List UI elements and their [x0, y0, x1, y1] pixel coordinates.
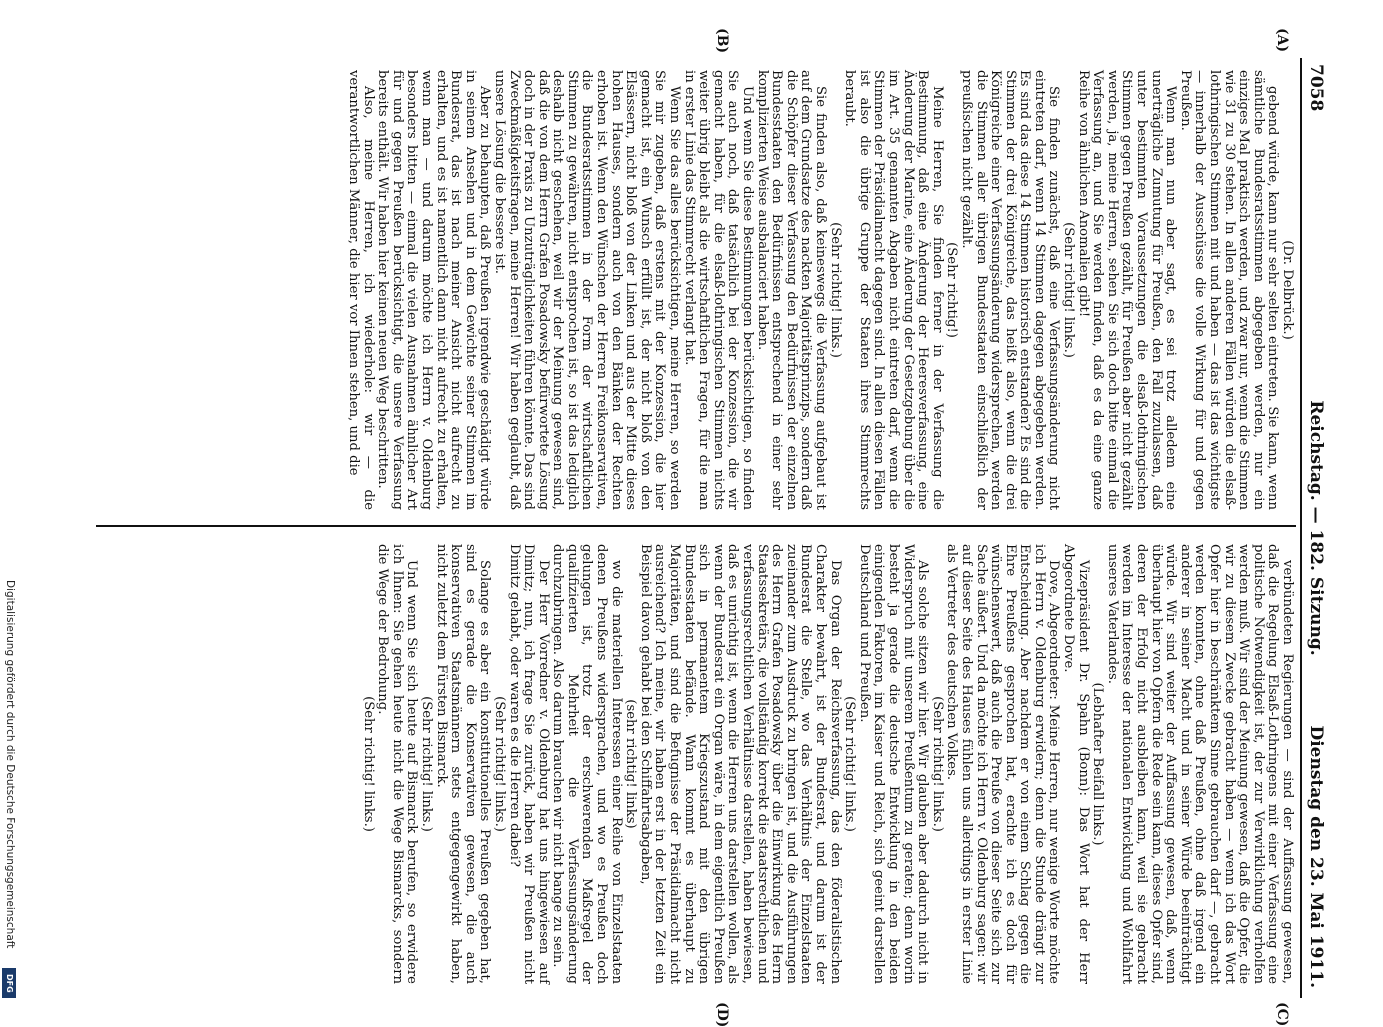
left-col-paragraph: Und wenn Sie diese Bestimmungen berücksichtigen, so finden Sie auch noch, daß tatsächlich bei der Konzession, die wir gemacht haben, für die elsaß-lothringischen Stimmen nichts weiter übrig bleibt als die wirtschaftlichen Fragen, für die man in erster Linie das Stimmrecht verlangt hat.	[681, 70, 756, 510]
speaker-tag: (Dr. Delbrück.)	[1280, 240, 1295, 340]
right-col-paragraph: verbündeten Regierungen — sind der Auffassung gewesen, daß die Regelung Elsaß-Lothringens mit einer Verfassung eine politische Notwendigkeit ist, der zur Verwirklichung verholfen werden muß. Wir sind der Meinung gewesen, daß die Opfer, die wir zu diesem Zwecke gebracht haben — wenn ich das Wort Opfer hier in beschränktem Sinne gebrauchen darf —, gebracht werden konnten, ohne daß Preußen, ohne daß irgend ein anderer in seiner Macht und in seiner Würde beeinträchtigt würde. Wir sind weiter der Auffassung gewesen, daß, wenn überhaupt hier von Opfern die Rede sein kann, dieses Opfer sind, deren der Erfolg nicht ausbleiben kann, weil sie gebracht werden im Interesse der nationalen Entwicklung und Wohlfahrt unseres Vaterlandes.	[1104, 544, 1295, 984]
right-col-paragraph: Das Organ der Reichsverfassung, das den föderalistischen Charakter bewahrt, ist der Bundesrat, und darum ist der Bundesrat die Stelle, wo das Verhältnis der Einzelstaaten zueinander zum Ausdruck zu bringen ist, und die Ausführungen des Herrn Grafen Posadowsky über die Einwirkung des Herrn Staatssekretärs, die vollständig korrekt die staatsrechtlichen und verfassungsrechtlichen Verhältnisse darstellen, haben bewiesen, daß es unrichtig ist, wenn die Herren uns darstellen wollen, als wenn der Bundesrat ein Organ wäre, in dem eigentlich Preußen sich in permanentem Kriegszustand mit den übrigen Bundesstaaten befände. Wann kommt es überhaupt zu Majoritäten, und sind die Befugnisse der Präsidialmacht nicht ausreichend? Ich meine, wir haben erst in der letzten Zeit ein Beispiel davon gehabt bei den Schiffahrtsabgaben,	[637, 544, 843, 984]
right-col-paragraph: Als solche sitzen wir hier. Wir glauben aber dadurch nicht in Widerspruch mit unserem Preußentum zu geraten; denn worin besteht ja gerade die deutsche Entwicklung in den beiden einigenden Faktoren, im Kaiser und Reich, sich geeint darstellen Deutschland und Preußen.	[856, 544, 931, 984]
right-col-paragraph: Solange es aber ein konstitutionelles Preußen gegeben hat, sind es gerade die Konservativen gewesen, die auch konservativen Staatsmännern stets entgegengewirkt haben, nicht zuletzt dem Fürsten Bismarck.	[433, 544, 493, 984]
right-col-paragraph: Und wenn Sie sich heute auf Bismarck berufen, so erwidere ich Ihnen: Sie gehen heute nicht die Wege Bismarcks, sondern die Wege der Bedrohung.	[375, 544, 420, 984]
left-col-paragraph: Wenn man nun aber sagt, es sei trotz alledem eine unerträgliche Zumutung für Preußen, den Fall zuzulassen, daß unter bestimmten Voraussetzungen die elsaß-lothringischen Stimmen gegen Preußen gezählt, für Preußen aber nicht gezählt werden, ja, meine Herren, sehen Sie sich doch bitte einmal die Verfassung an, und Sie werden finden, daß es da eine ganze Reihe von ähnlichen Anomalien gibt!	[1075, 70, 1179, 510]
margin-marker-b: (B)	[714, 28, 730, 54]
column-divider	[96, 525, 1296, 527]
right-col-paragraph: (Lebhafter Beifall links.)	[1090, 682, 1106, 846]
page-number: 7058	[1306, 64, 1326, 112]
right-col-paragraph: (Sehr richtig! links.)	[418, 696, 434, 832]
session-date: Dienstag den 23. Mai 1911.	[1306, 725, 1326, 988]
page-header	[1300, 58, 1330, 998]
right-col-paragraph: (Sehr richtig! links.)	[842, 696, 858, 832]
right-col-paragraph: Vizepräsident Dr. Spahn (Bonn): Das Wort hat der Herr Abgeordnete Dove.	[1061, 544, 1091, 984]
footer-text: Digitalisierung gefördert durch die Deutsche Forschungsgemeinschaft	[4, 580, 16, 949]
left-col-paragraph: Sie finden zunächst, daß eine Verfassungsänderung nicht eintreten darf, wenn 14 Stimmen dagegen abgegeben werden. Es sind das diese 14 Stimmen historisch entstanden? Es sind die Stimmen der drei Königreiche, das heißt also, wenn die drei Königreiche einer Verfassungsänderung widersprechen, werden die Stimmen aller übrigen Bundesstaaten einschließlich der preußischen nicht gezählt.	[958, 70, 1062, 510]
digitization-footer	[2, 580, 18, 1000]
rotated-newspaper-page	[70, 28, 1330, 1027]
left-col-paragraph: (Sehr richtig!)	[944, 242, 960, 338]
left-col-paragraph: (Sehr richtig! links.)	[1061, 222, 1077, 358]
right-col-paragraph: (Sehr richtig! links.)	[360, 696, 376, 832]
right-col-paragraph: (Sehr richtig! links.)	[929, 696, 945, 832]
right-col-paragraph: (Sehr richtig! links.)	[491, 696, 507, 832]
right-col-paragraph: (sehr richtig! links)	[623, 699, 639, 829]
left-col-paragraph: (Sehr richtig! links.)	[827, 222, 843, 358]
dfg-logo: DFG	[2, 968, 16, 998]
left-col-paragraph: Also, meine Herren, ich wiederhole: wir — die verantwortlichen Männer, die hier vor Ihnen stehen, und die	[346, 70, 376, 510]
right-col-paragraph: Der Herr Vorredner v. Oldenburg hat uns hingewiesen auf Dimitz; nun, ich frage Sie zurück, haben wir Preußen nicht Dimitz gehabt, oder waren es die Herren dabei?	[506, 544, 551, 984]
left-col-paragraph: Aber zu behaupten, daß Preußen irgendwie geschädigt würde in seinem Ansehen und in dem Gewichte seiner Stimmen im Bundesrat, das ist nach meiner Ansicht nicht aufrecht zu erhalten, und es ist namentlich dann nicht aufrecht zu erhalten, wenn man — und darum möchte ich Herrn v. Oldenburg besonders bitten — einmal die vielen Ausnahmen ähnlicher Art für und gegen Preußen berücksichtigt, die unsere Verfassung bereits enthält. Wir haben hier keinen neuen Weg beschritten.	[375, 70, 493, 510]
margin-marker-d: (D)	[714, 1002, 730, 1027]
left-col-paragraph: Wenn Sie das alles berücksichtigen, meine Herren, so werden Sie mir zugeben, daß erstens mit der Konzession, die hier gemacht ist, ein Wunsch erfüllt ist, der nicht bloß von den Elsässern, nicht bloß von der Linken und aus der Mitte dieses hohen Hauses, sondern auch von den Bänken der Rechten erhoben ist. Wenn den Wünschen der Herren Freikonservativen, die Bundesratsstimmen in der Form der wirtschaftlichen Stimmen zu gewähren, nicht entsprochen ist, so ist das lediglich deshalb nicht geschehen, weil wir der Meinung gewesen sind, daß die von dem Herrn Grafen Posadowsky befürwortete Lösung doch in der Praxis zu Unzuträglichkeiten führen könnte. Das sind Zweckmäßigkeitsfragen, meine Herren! Wir haben geglaubt, daß unsere Lösung die bessere ist.	[491, 70, 683, 510]
right-col-paragraph: wo die materiellen Interessen einer Reihe von Einzelstaaten denen Preußens widersprachen, und wo es Preußen doch gelungen ist, trotz der erschwerenden Maßregel der qualifizierten Mehrheit die Verfassungsänderung durchzubringen. Also darum brauchen wir nicht bange zu sein.	[550, 544, 624, 984]
left-col-paragraph: Meine Herren, Sie finden ferner in der Verfassung die Bestimmung, daß eine Änderung der Heeresverfassung, eine Änderung der Marine, eine Änderung der Gesetzgebung über die im Art. 35 genannten Abgaben nicht eintreten darf, wenn die Stimmen der Präsidialmacht dagegen sind. In allen diesen Fällen ist also die übrige Gruppe der Staaten ihres Stimmrechts beraubt.	[842, 70, 945, 510]
header-rule	[1300, 58, 1302, 998]
margin-marker-a: (A)	[1274, 28, 1290, 53]
right-col-paragraph: Dove, Abgeordneter: Meine Herren, nur wenige Worte möchte ich Herrn v. Oldenburg erwidern; denn die Stunde drängt zur Entscheidung. Aber nachdem er von einem Schlag gegen die Ehre Preußens gesprochen hat, erachte ich es doch für wünschenswert, daß auch die Preuße von dieser Seite sich zur Sache äußert. Und da möchte ich Herrn v. Oldenburg sagen: wir auf dieser Seite des Hauses fühlen uns allerdings in erster Linie als Vertreter des deutschen Volkes.	[944, 544, 1062, 984]
right-text-column	[360, 544, 1294, 984]
margin-marker-c: (C)	[1274, 1002, 1290, 1027]
left-text-column	[345, 70, 1294, 510]
left-col-paragraph: gebend würde, kann nur sehr selten eintreten. Sie kann, wenn sämtliche Bundesratsstimmen abgegeben werden, nur ein einziges Mal praktisch werden, und zwar nur, wenn die Stimmen wie 31 zu 30 stehen. In allen anderen Fällen würden die elsaß-lothringischen Stimmen mit und haben — das ist das wichtigste — innerhalb der Ausschüsse die volle Wirkung für und gegen Preußen.	[1177, 70, 1281, 510]
left-col-paragraph: Sie finden also, daß keineswegs die Verfassung aufgebaut ist auf dem Grundsatze des nackten Majoritätsprinzips, sondern daß die Schöpfer dieser Verfassung den Bedürfnissen der einzelnen Bundesstaaten den Bedürfnissen entsprechend in einer sehr komplizierten Weise ausbalanciert haben.	[754, 70, 828, 510]
session-title: Reichstag. — 182. Sitzung.	[1306, 400, 1326, 656]
